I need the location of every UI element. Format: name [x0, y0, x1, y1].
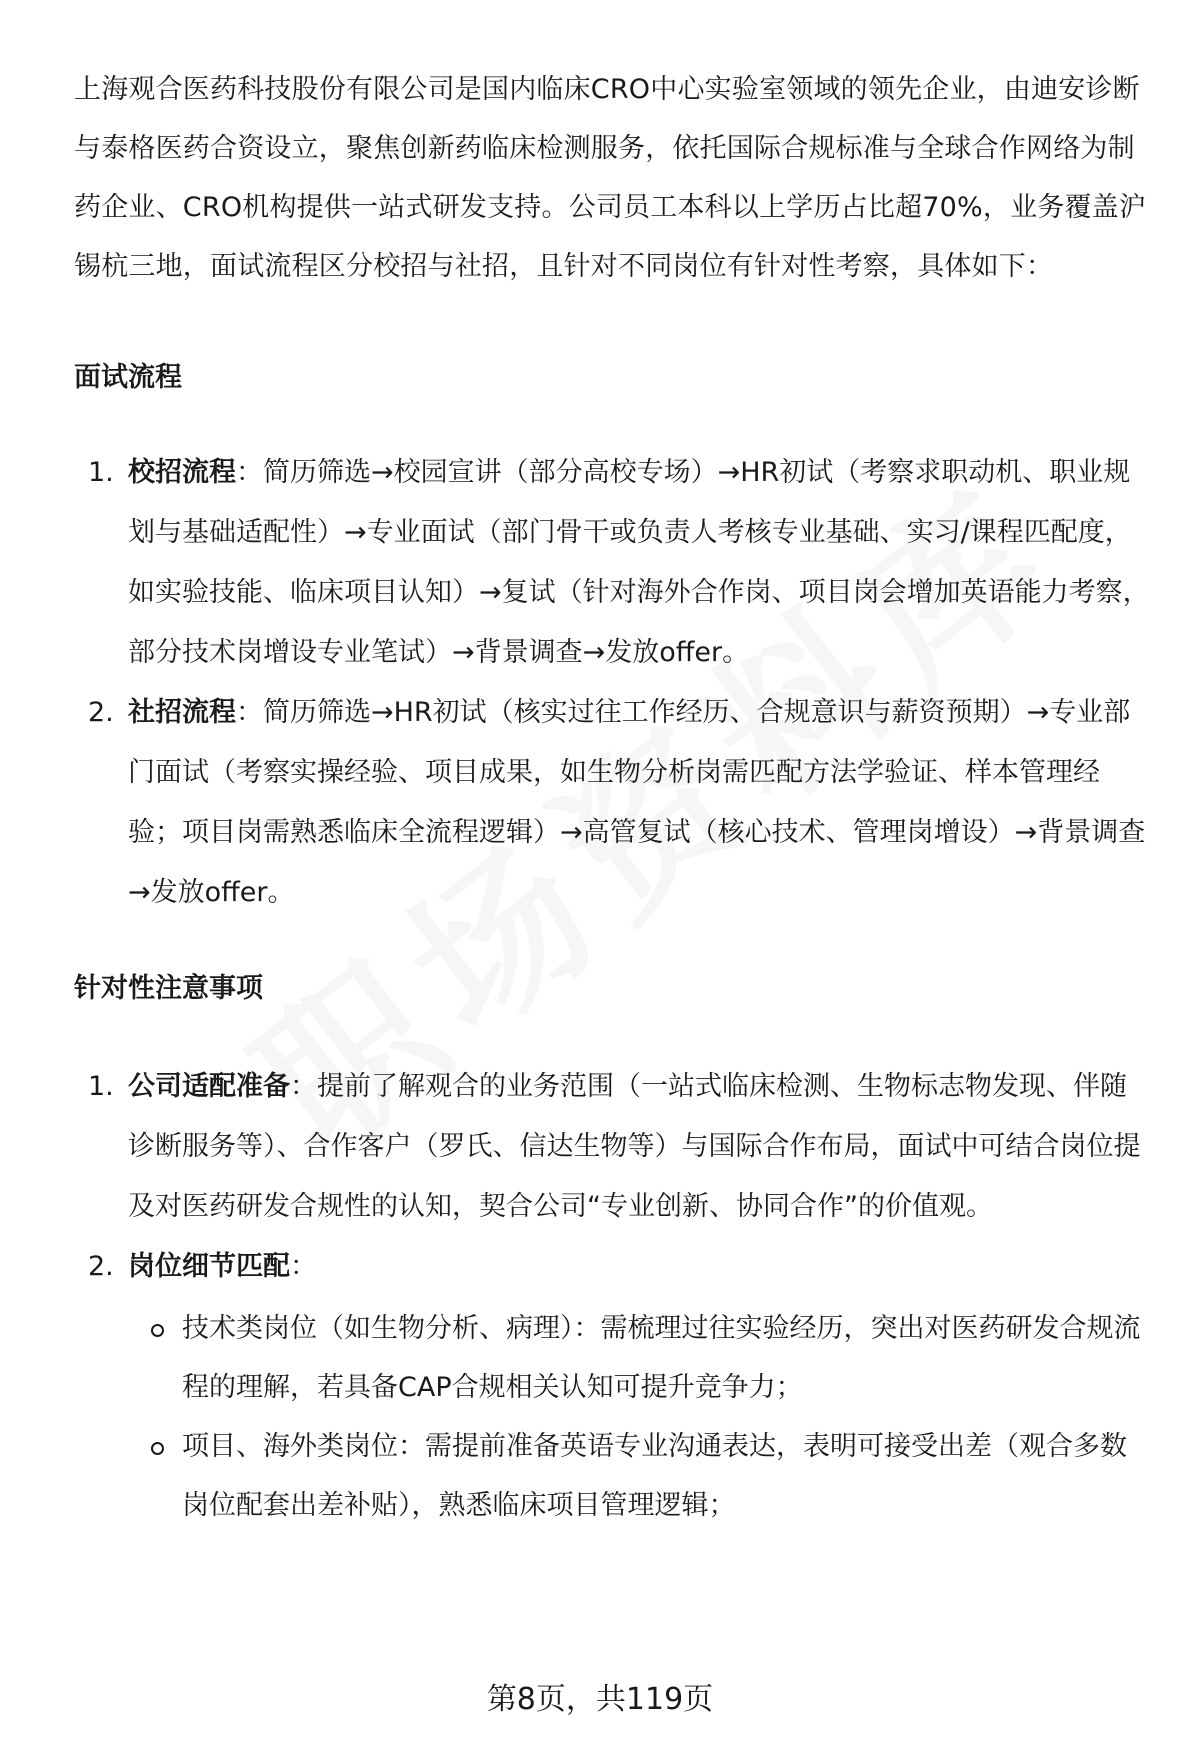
list-item	[74, 683, 1152, 923]
list-item	[74, 1057, 1152, 1237]
list-item	[74, 1237, 1152, 1535]
sub-list-item-text: 技术类岗位（如生物分析、病理）：需梳理过往实验经历，突出对医药研发合规流程的理解，若具备CAP合规相关认知可提升竞争力；	[182, 1313, 1141, 1403]
section-title-interview-process: 面试流程	[74, 362, 182, 393]
list-item-separator: ：	[290, 1251, 317, 1282]
document-page	[74, 60, 1152, 1535]
list-number: 2.	[88, 697, 114, 728]
list-number: 2.	[88, 1251, 114, 1282]
section-title-notes: 针对性注意事项	[74, 973, 263, 1004]
list-item-label: 校招流程	[128, 457, 236, 488]
sub-list-item	[128, 1417, 1152, 1535]
circle-bullet-icon	[151, 1324, 164, 1337]
notes-list	[74, 1057, 1152, 1535]
interview-process-list	[74, 443, 1152, 923]
list-item-text: 简历筛选→校园宣讲（部分高校专场）→HR初试（考察求职动机、职业规划与基础适配性）→专业面试（部门骨干或负责人考核专业基础、实习/课程匹配度，如实验技能、临床项目认知）→复试（针对海外合作岗、项目岗会增加英语能力考察，部分技术岗增设专业笔试）→背景调查→发放offer。	[128, 457, 1150, 668]
list-item-separator: ：	[236, 457, 263, 488]
list-number: 1.	[88, 457, 114, 488]
list-item-separator: ：	[236, 697, 263, 728]
list-item-label: 社招流程	[128, 697, 236, 728]
page-footer: 第8页，共119页	[486, 1682, 714, 1717]
intro-paragraph: 上海观合医药科技股份有限公司是国内临床CRO中心实验室领域的领先企业，由迪安诊断与泰格医药合资设立，聚焦创新药临床检测服务，依托国际合规标准与全球合作网络为制药企业、CRO机构提供一站式研发支持。公司员工本科以上学历占比超70%，业务覆盖沪锡杭三地，面试流程区分校招与社招，且针对不同岗位有针对性考察，具体如下：	[74, 74, 1147, 282]
list-item-text: 简历筛选→HR初试（核实过往工作经历、合规意识与薪资预期）→专业部门面试（考察实操经验、项目成果，如生物分析岗需匹配方法学验证、样本管理经验；项目岗需熟悉临床全流程逻辑）→高管复试（核心技术、管理岗增设）→背景调查→发放offer。	[128, 697, 1146, 908]
list-item-separator: ：	[290, 1071, 317, 1102]
sub-list	[128, 1299, 1152, 1535]
sub-list-item-text: 项目、海外类岗位：需提前准备英语专业沟通表达，表明可接受出差（观合多数岗位配套出差补贴），熟悉临床项目管理逻辑；	[182, 1431, 1127, 1521]
list-item-text: 提前了解观合的业务范围（一站式临床检测、生物标志物发现、伴随诊断服务等）、合作客户（罗氏、信达生物等）与国际合作布局，面试中可结合岗位提及对医药研发合规性的认知，契合公司“专业创新、协同合作”的价值观。	[128, 1071, 1141, 1222]
circle-bullet-icon	[151, 1442, 164, 1455]
list-item-label: 岗位细节匹配	[128, 1251, 290, 1282]
list-item	[74, 443, 1152, 683]
sub-list-item	[128, 1299, 1152, 1417]
list-item-label: 公司适配准备	[128, 1071, 290, 1102]
list-number: 1.	[88, 1071, 114, 1102]
